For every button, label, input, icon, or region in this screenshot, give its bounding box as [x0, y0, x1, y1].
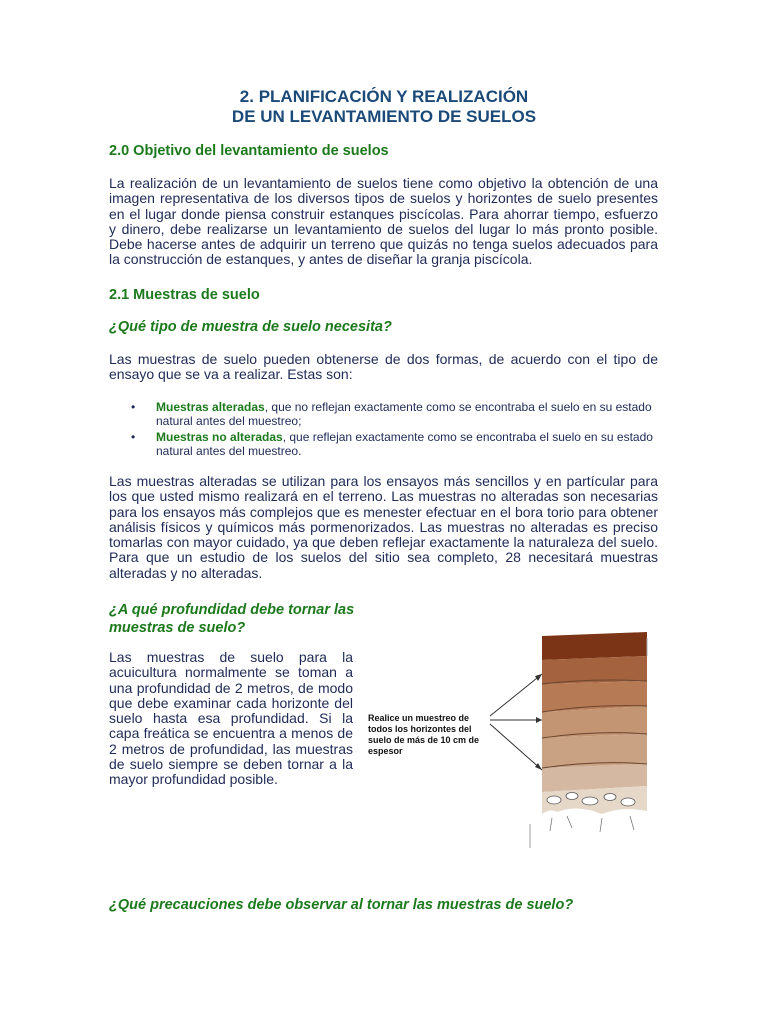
sampling-depth-paragraph: Las muestras de suelo para la acuicultura normalmente se toman a una profundidad de 2 metros, de modo que debe examinar cada horizonte del suelo hasta esa profundidad. Si la capa freática se encuentra a menos de 2 metros de profundidad, las muestras de suelo siempre se deben tornar a la mayor profundidad posible.: [109, 649, 353, 788]
sample-types-list: [109, 401, 658, 461]
sample-forms-intro: Las muestras de suelo pueden obtenerse de dos formas, de acuerdo con el tipo de ensayo que se va a realizar. Estas son:: [109, 351, 658, 383]
objective-paragraph: La realización de un levantamiento de suelos tiene como objetivo la obtención de una imagen representativa de los diversos tipos de suelos y horizontes de suelo presentes en el lugar donde piensa construir estanques piscícolas. Para ahorrar tiempo, esfuerzo y dinero, debe realizarse un levantamiento de suelos del lugar lo más pronto posible. Debe hacerse antes de adquirir un terreno que quizás no tenga suelos adecuados para la construcción de estanques, y antes de diseñar la granja piscícola.: [109, 175, 658, 268]
section-heading-2-1: 2.1 Muestras de suelo: [109, 287, 260, 303]
question-sample-type: ¿Qué tipo de muestra de suelo necesita?: [109, 319, 392, 335]
document-title-line-2: DE UN LEVANTAMIENTO DE SUELOS: [231, 107, 537, 126]
bullet-icon: •: [131, 430, 136, 444]
list-item-text: , que reflejan exactamente como se encontraba el suelo en su estado natural antes del muestreo.: [156, 430, 653, 458]
question-sampling-depth: ¿A qué profundidad debe tornar las muestras de suelo?: [109, 602, 355, 636]
soil-profile-figure: [362, 626, 652, 851]
document-title-line-1: 2. PLANIFICACIÓN Y REALIZACIÓN: [239, 87, 529, 106]
list-item-term: Muestras alteradas: [156, 400, 265, 414]
sample-usage-paragraph: Las muestras alteradas se utilizan para los ensayos más sencillos y en partícular para los que usted mismo realizará en el terreno. Las muestras no alteradas son necesarias para los ensayos más complejos que es menester efectuar en el bora torio para obtener análisis físicos y químicos más pormenorizados. Las muestras no alteradas es preciso tomarlas con mayor cuidado, ya que deben reflejar exactamente la naturaleza del suelo. Para que un estudio de los suelos del sitio sea completo, 28 necesitará muestras alteradas y no alteradas.: [109, 473, 658, 581]
list-item-term: Muestras no alteradas: [156, 430, 283, 444]
question-precautions: ¿Qué precauciones debe observar al tornar las muestras de suelo?: [109, 897, 574, 913]
list-item: [109, 401, 658, 428]
list-item-text: , que no reflejan exactamente como se encontraba el suelo en su estado natural antes del muestreo;: [156, 400, 652, 428]
list-item: [109, 431, 658, 458]
section-heading-2-0: 2.0 Objetivo del levantamiento de suelos: [109, 143, 389, 159]
figure-caption: Realice un muestreo de todos los horizontes del suelo de más de 10 cm de espesor: [368, 713, 480, 756]
bullet-icon: •: [131, 400, 136, 414]
